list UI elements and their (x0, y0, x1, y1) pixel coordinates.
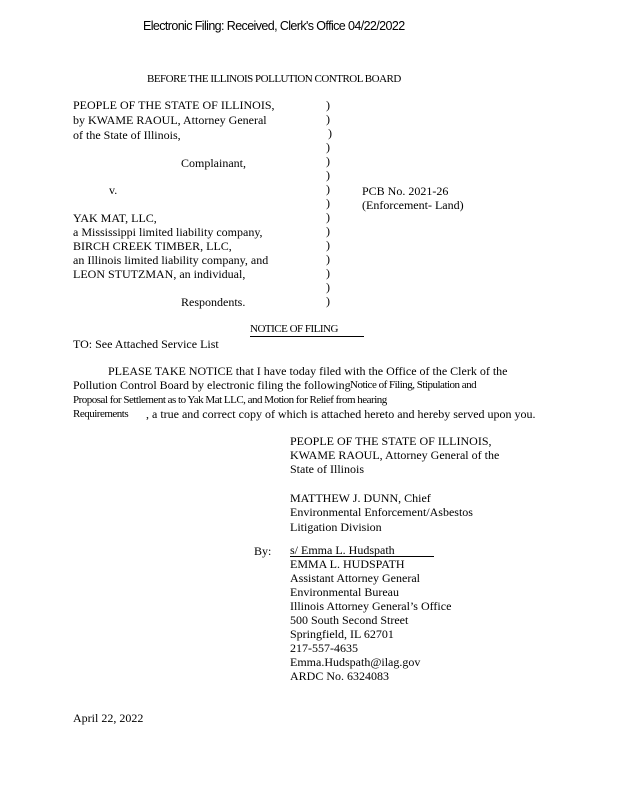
paren: ) (326, 252, 330, 266)
paren: ) (326, 112, 330, 126)
plaintiff-line-1: PEOPLE OF THE STATE OF ILLINOIS, (73, 98, 275, 112)
attorney-ardc: ARDC No. 6324083 (290, 669, 390, 683)
paren: ) (326, 238, 330, 252)
paren: ) (326, 280, 330, 294)
body-line-4-docs: Requirements (73, 408, 129, 420)
paren: ) (326, 266, 330, 280)
paren: ) (328, 126, 332, 140)
party-line-2: KWAME RAOUL, Attorney General of the (290, 448, 500, 462)
filing-date: April 22, 2022 (73, 711, 144, 725)
chief-line-2: Environmental Enforcement/Asbestos (290, 505, 473, 519)
defendant-line-5: LEON STUTZMAN, an individual, (73, 267, 246, 281)
paren: ) (326, 210, 330, 224)
attorney-line-2: Assistant Attorney General (290, 571, 420, 585)
board-title: BEFORE THE ILLINOIS POLLUTION CONTROL BOARD (147, 73, 401, 85)
paren: ) (326, 140, 330, 154)
defendant-line-1: YAK MAT, LLC, (73, 211, 157, 225)
attorney-line-4: Illinois Attorney General’s Office (290, 599, 452, 613)
attorney-line-3: Environmental Bureau (290, 585, 399, 599)
respondents-label: Respondents. (181, 295, 246, 309)
attorney-line-5: 500 South Second Street (290, 613, 409, 627)
complainant-label: Complainant, (181, 156, 246, 170)
chief-line-1: MATTHEW J. DUNN, Chief (290, 491, 431, 505)
defendant-line-2: a Mississippi limited liability company, (73, 225, 263, 239)
party-line-1: PEOPLE OF THE STATE OF ILLINOIS, (290, 434, 492, 448)
body-line-1: PLEASE TAKE NOTICE that I have today filed with the Office of the Clerk of the (108, 364, 508, 378)
body-line-4: , a true and correct copy of which is attached hereto and hereby served upon you. (146, 407, 536, 421)
attorney-email: Emma.Hudspath@ilag.gov (290, 655, 421, 669)
case-number: PCB No. 2021-26 (362, 184, 449, 198)
to-line: TO: See Attached Service List (73, 337, 219, 351)
case-type: (Enforcement- Land) (362, 198, 464, 212)
paren: ) (326, 196, 330, 210)
filing-stamp: Electronic Filing: Received, Clerk's Office 04/22/2022 (143, 19, 405, 33)
body-line-3: Proposal for Settlement as to Yak Mat LLC, and Motion for Relief from hearing (73, 394, 387, 406)
paren: ) (326, 168, 330, 182)
plaintiff-line-2: by KWAME RAOUL, Attorney General (73, 113, 267, 127)
defendant-line-4: an Illinois limited liability company, and (73, 253, 269, 267)
body-line-2-docs: Notice of Filing, Stipulation and (350, 379, 477, 391)
plaintiff-line-3: of the State of Illinois, (73, 128, 181, 142)
attorney-line-6: Springfield, IL 62701 (290, 627, 394, 641)
paren: ) (326, 224, 330, 238)
paren: ) (326, 154, 330, 168)
chief-line-3: Litigation Division (290, 520, 382, 534)
paren: ) (326, 182, 330, 196)
notice-title: NOTICE OF FILING (250, 323, 364, 337)
versus: v. (109, 183, 118, 197)
paren: ) (326, 98, 330, 112)
by-label: By: (254, 544, 272, 558)
body-line-2: Pollution Control Board by electronic filing the following (73, 378, 351, 392)
party-line-3: State of Illinois (290, 462, 364, 476)
paren: ) (326, 294, 330, 308)
defendant-line-3: BIRCH CREEK TIMBER, LLC, (73, 239, 232, 253)
attorney-line-7: 217-557-4635 (290, 641, 358, 655)
attorney-line-1: EMMA L. HUDSPATH (290, 557, 405, 571)
signature-line: s/ Emma L. Hudspath (290, 544, 434, 557)
